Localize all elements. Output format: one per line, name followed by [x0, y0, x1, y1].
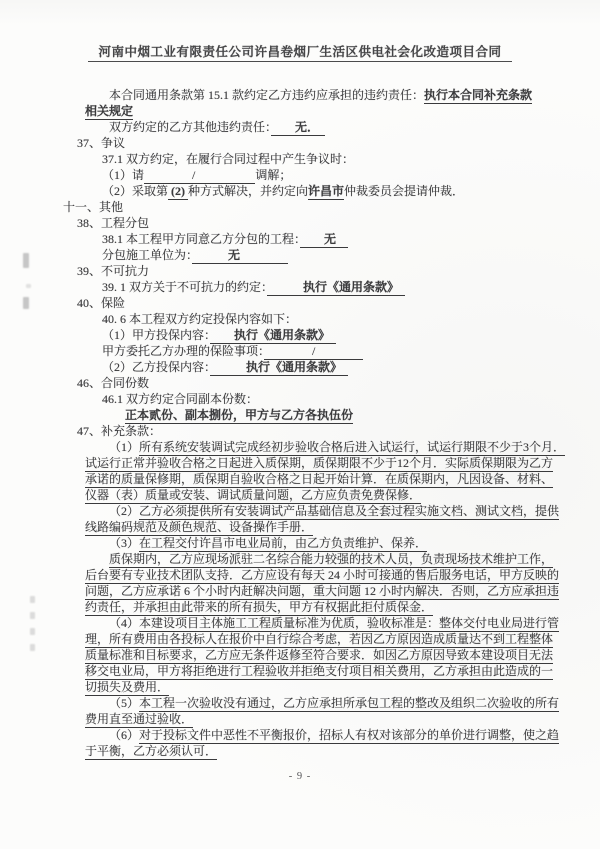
text-segment: （1）甲方投保内容：: [102, 328, 211, 342]
document-line: [77, 423, 543, 439]
filled-blank: 质量标准和目标要求，乙方应无条件返修至符合要求．如因乙方原因导致本建设项目无法: [85, 648, 554, 662]
document-line: [85, 647, 554, 663]
document-line: [77, 375, 543, 391]
document-line: [85, 743, 543, 759]
document-line: [102, 391, 543, 407]
text-segment: 本合同通用条款第 15.1 款约定乙方违约应承担的违约责任：: [109, 88, 425, 102]
document-line: [85, 519, 543, 535]
text-segment: 37.1 双方约定，在履行合同过程中产生争议时：: [102, 152, 355, 166]
document-line: [102, 327, 543, 343]
filled-blank: 无．: [271, 120, 326, 134]
text-segment: 双方约定的乙方其他违约责任：: [109, 120, 272, 134]
filled-blank: 在工程交付许昌市电业局前，由乙方负责维护、保养．: [139, 536, 428, 550]
document-line: [102, 247, 543, 263]
text-segment: 39、不可抗力: [77, 264, 150, 278]
text-segment: 分包施工单位为：: [102, 248, 193, 262]
filled-blank: 理，所有费用由各投标人在报价中自行综合考虑，若因乙方原因造成质量达不到工程整体: [85, 632, 554, 646]
text-segment: （2）采取第: [102, 184, 169, 198]
filled-blank: 相关规定: [85, 104, 134, 118]
text-segment: （5）: [109, 696, 140, 710]
document-line: [77, 263, 543, 279]
text-segment: （6）: [109, 728, 140, 742]
document-line: [109, 87, 543, 103]
text-segment: 39. 1 双方关于不可抗力的约定：: [102, 280, 268, 294]
text-segment: 47、补充条款：: [77, 424, 162, 438]
document-line: [109, 503, 560, 519]
document-line: [102, 167, 543, 183]
filled-blank: 切损失及费用．: [85, 680, 170, 694]
document-line: [109, 439, 566, 455]
filled-blank: 执行《通用条款》: [267, 280, 406, 294]
page-number: - 9 -: [288, 771, 312, 782]
document-line: [102, 183, 543, 199]
document-line: [85, 455, 554, 471]
filled-blank: 正本贰份、副本捌份，甲方与乙方各执伍份: [125, 408, 354, 422]
filled-blank: 问题，乙方应承诺 6 个小时内赶解决问题，重大问题 12 小时内解决．否则，乙方应承担违: [85, 584, 560, 598]
filled-blank: 约责任，并承担由此带来的所有损失，甲方有权据此拒付质保金．: [85, 600, 434, 614]
document-line: [109, 119, 543, 135]
text-segment: （3）: [109, 536, 140, 550]
filled-blank: 本建设项目主体施工工程质量标准为优质，验收标准是：整体交付电业局进行管: [139, 616, 560, 630]
filled-blank: 线路编码规范及颜色规范、设备操作手册．: [85, 520, 314, 534]
filled-blank: 承诺的质量保修期，质保期自验收合格之日起开始计算．在质保期内，凡因设备、材料、: [85, 472, 554, 486]
text-segment: 38、工程分包: [77, 216, 150, 230]
document-line: [102, 343, 543, 359]
document-line: [85, 711, 543, 727]
document-line: [77, 135, 543, 151]
document-line: [77, 295, 543, 311]
document-line: [85, 599, 543, 615]
document-line: [85, 487, 543, 503]
document-line: [102, 231, 543, 247]
filled-blank: /: [264, 344, 364, 358]
filled-blank: 移交电业局，甲方将拒绝进行工程验收并拒绝支付项目相关费用，乙方承担由此造成的一: [85, 664, 554, 678]
filled-blank: 本工程一次验收没有通过，乙方应承担所承包工程的整改及组织二次验收的所有: [139, 696, 560, 710]
text-segment: 46.1 双方约定合同副本份数：: [102, 392, 259, 406]
document-line: [109, 695, 560, 711]
filled-blank: (2): [168, 184, 189, 198]
filled-blank: 无: [300, 232, 349, 246]
document-line: [85, 103, 543, 119]
text-segment: 40. 6 本工程双方约定投保内容如下：: [102, 312, 298, 326]
text-segment: 种方式解决，并约定向: [188, 184, 309, 198]
filled-blank: 许昌市: [308, 184, 345, 198]
document-line: [85, 663, 554, 679]
filled-blank: 所有系统安装调试完成经初步验收合格后进入试运行，试运行期限不少于3个月．: [139, 440, 566, 454]
page-title: 河南中烟工业有限责任公司许昌卷烟厂生活区供电社会化改造项目合同: [98, 45, 502, 59]
document-line: [77, 215, 543, 231]
text-segment: （2）乙方投保内容：: [102, 360, 211, 374]
document-line: [85, 583, 560, 599]
text-segment: （2）: [109, 504, 140, 518]
document-line: [63, 199, 543, 215]
header-divider: [88, 61, 512, 62]
document-line: [85, 567, 560, 583]
text-segment: 调解；: [255, 168, 292, 182]
document-line: [85, 631, 554, 647]
document-line: [85, 679, 543, 695]
document-line: [102, 151, 543, 167]
text-segment: （1）请: [102, 168, 145, 182]
document-line: [109, 535, 543, 551]
text-segment: 46、合同份数: [77, 376, 150, 390]
margin-smudge-upper: [23, 253, 31, 318]
filled-blank: 乙方必须提供所有安装调试产品基础信息及全套过程实施文档、测试文档，提供: [139, 504, 560, 518]
filled-blank: 费用直至通过验收．: [85, 712, 194, 726]
document-line: [85, 471, 554, 487]
text-segment: 40、保险: [77, 296, 126, 310]
text-segment: 37、争议: [77, 136, 126, 150]
text-segment: 甲方委托乙方办理的保险事项：: [102, 344, 265, 358]
document-line: [102, 279, 543, 295]
document-line: [102, 359, 543, 375]
text-segment: （4）: [109, 616, 140, 630]
text-segment: 仲裁委员会提请仲裁．: [344, 184, 465, 198]
filled-blank: 执行本合同补充条款: [424, 88, 533, 102]
text-segment: 十一、其他: [63, 200, 124, 214]
filled-blank: 执行《通用条款》: [210, 328, 337, 342]
document-body: [63, 87, 566, 759]
filled-blank: 质保期内，乙方应现场派驻二名综合能力较强的技术人员，负责现场技术维护工作，: [109, 552, 554, 566]
text-segment: 38.1 本工程甲方同意乙方分包的工程：: [102, 232, 301, 246]
document-line: [109, 615, 560, 631]
filled-blank: 试运行正常并验收合格之日起进入质保期，质保期限不少于12个月．实际质保期限为乙方: [85, 456, 554, 470]
filled-blank: /: [144, 168, 256, 182]
filled-blank: 执行《通用条款》: [210, 360, 349, 374]
filled-blank: 仪器（表）质量或安装、调试质量问题，乙方应负责免费保修．: [85, 488, 422, 502]
filled-blank: 于平衡，乙方必须认可．: [85, 744, 218, 758]
filled-blank: 无: [192, 248, 289, 262]
filled-blank: 对于投标文件中恶性不平衡报价，招标人有权对该部分的单价进行调整，使之趋: [139, 728, 560, 742]
text-segment: （1）: [109, 440, 140, 454]
filled-blank: 后台要有专业技术团队支持．乙方应设有每天 24 小时可接通的售后服务电话，甲方反映的: [85, 568, 560, 582]
document-line: [109, 551, 554, 567]
document-line: [109, 727, 560, 743]
margin-smudge-lower: [30, 596, 35, 660]
document-line: [102, 311, 543, 327]
document-line: [125, 407, 543, 423]
